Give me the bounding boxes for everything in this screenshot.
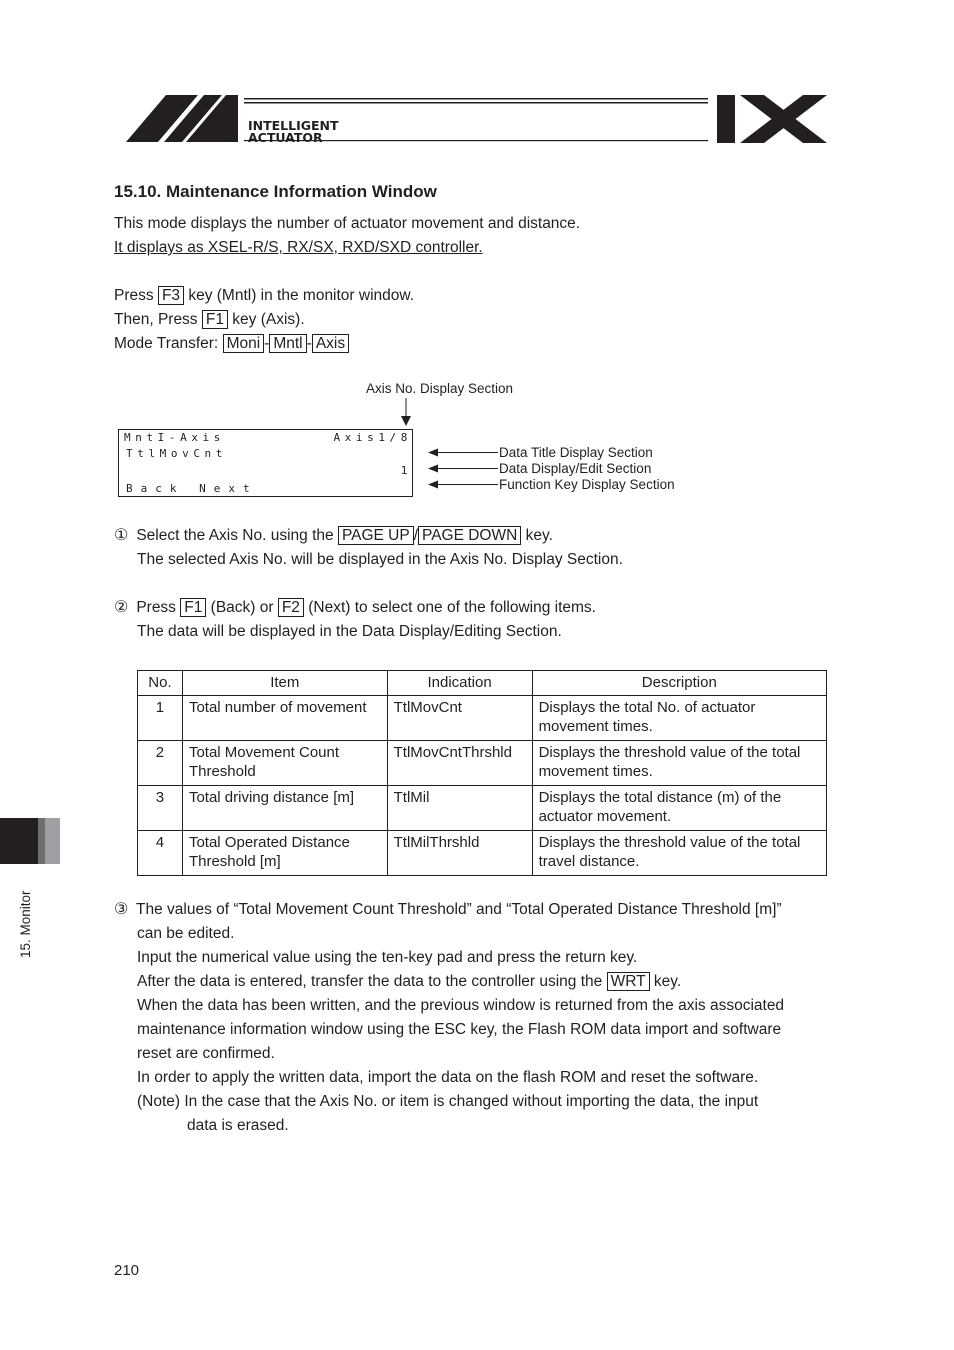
cell-item: Total Operated Distance Threshold [m]: [182, 831, 387, 876]
cell-indication: TtlMilThrshld: [387, 831, 532, 876]
label-data-title-display: Data Title Display Section: [499, 445, 653, 460]
table-header-row: [138, 671, 827, 696]
logo-text-intelligent: INTELLIGENT: [248, 118, 339, 133]
slash: /: [413, 527, 419, 544]
dash: -: [264, 335, 270, 352]
arrow-left-icons: [426, 444, 500, 492]
page-number: 210: [114, 1262, 140, 1279]
step-3-line-1: [114, 898, 782, 922]
label-axis-no-display: Axis No. Display Section: [366, 381, 514, 396]
note-line-2: data is erased.: [187, 1117, 289, 1134]
step-3-line-7: reset are confirmed.: [137, 1045, 275, 1062]
lcd-data-title: TtlMovCnt: [126, 447, 228, 460]
step-3-line-5: When the data has been written, and the previous window is returned from the axis associated: [137, 997, 785, 1014]
step-2-next: (Next) to select one of the following items.: [308, 599, 596, 616]
cell-description: Displays the threshold value of the total movement times.: [532, 741, 826, 786]
key-page-down: PAGE DOWN: [418, 526, 521, 545]
cell-no: 1: [138, 696, 183, 741]
step-3-wrt-text: After the data is entered, transfer the data to the controller using the: [137, 973, 603, 990]
step-1-line-1: [114, 524, 553, 548]
step-3-line-2: can be edited.: [137, 925, 235, 942]
step-3-marker: ③: [114, 901, 129, 918]
cell-indication: TtlMovCntThrshld: [387, 741, 532, 786]
cell-no: 4: [138, 831, 183, 876]
table-row: [138, 786, 827, 831]
text-key-axis: key (Axis).: [232, 311, 305, 328]
step-3-line-8: In order to apply the written data, import the data on the flash ROM and reset the software.: [137, 1069, 759, 1086]
table-row: [138, 696, 827, 741]
step-1-marker: ①: [114, 527, 129, 544]
mode-transfer-line: [114, 332, 349, 356]
step-3-text: The values of “Total Movement Count Threshold” and “Total Operated Distance Threshold [m]”: [136, 901, 782, 918]
cell-description: Displays the total distance (m) of the actuator movement.: [532, 786, 826, 831]
label-data-display-edit: Data Display/Edit Section: [499, 461, 652, 476]
cell-item: Total driving distance [m]: [182, 786, 387, 831]
step-2-press: Press: [136, 599, 176, 616]
cell-no: 3: [138, 786, 183, 831]
dash: -: [306, 335, 312, 352]
key-wrt: WRT: [607, 972, 650, 991]
step-3-key-word: key.: [653, 973, 682, 990]
maintenance-items-table: [137, 670, 827, 876]
cell-item: Total Movement Count Threshold: [182, 741, 387, 786]
lcd-mode-title: MntI-Axis: [124, 431, 226, 444]
cell-item: Total number of movement: [182, 696, 387, 741]
cell-description: Displays the threshold value of the total travel distance.: [532, 831, 826, 876]
header-indication: Indication: [387, 671, 532, 696]
ix-product-mark: [717, 95, 827, 143]
step-3-line-6: maintenance information window using the ESC key, the Flash ROM data import and software: [137, 1021, 782, 1038]
cell-indication: TtlMil: [387, 786, 532, 831]
header-item: Item: [182, 671, 387, 696]
table-row: [138, 741, 827, 786]
lcd-function-keys: Back Next: [126, 482, 258, 495]
header-description: Description: [532, 671, 826, 696]
key-moni: Moni: [223, 334, 265, 353]
step-2-back: (Back) or: [210, 599, 274, 616]
arrow-down-icon: [398, 398, 414, 428]
text-key-mntl: key (Mntl) in the monitor window.: [188, 287, 415, 304]
key-f3: F3: [158, 286, 184, 305]
step-1-key-word: key.: [525, 527, 553, 544]
key-page-up: PAGE UP: [338, 526, 414, 545]
step-3-line-3: Input the numerical value using the ten-key pad and press the return key.: [137, 949, 638, 966]
lcd-data-value: 1: [400, 464, 412, 477]
label-function-key-display: Function Key Display Section: [499, 477, 675, 492]
key-f2-next: F2: [278, 598, 304, 617]
step-1-text: Select the Axis No. using the: [136, 527, 334, 544]
text-press: Press: [114, 287, 154, 304]
intro-text: This mode displays the number of actuator movement and distance.: [114, 215, 581, 232]
key-axis: Axis: [312, 334, 349, 353]
lcd-axis-number: Axis1/8: [333, 431, 412, 444]
note-line-1: (Note) In the case that the Axis No. or item is changed without importing the data, the input: [137, 1093, 759, 1110]
section-title: 15.10. Maintenance Information Window: [114, 182, 437, 201]
step-2-line-1: [114, 596, 596, 620]
table-row: [138, 831, 827, 876]
instruction-line-1: [114, 284, 414, 308]
text-then-press: Then, Press: [114, 311, 198, 328]
logo-text-actuator: ACTUATOR: [248, 130, 323, 145]
chapter-tab: [0, 818, 60, 864]
teaching-pendant-lcd: [118, 429, 413, 497]
step-2-marker: ②: [114, 599, 129, 616]
intro-underlined-text: It displays as XSEL-R/S, RX/SX, RXD/SXD controller.: [114, 239, 483, 256]
instruction-line-2: [114, 308, 305, 332]
cell-indication: TtlMovCnt: [387, 696, 532, 741]
step-3-line-4: [137, 970, 681, 994]
text-mode-transfer: Mode Transfer:: [114, 335, 219, 352]
intelligent-actuator-logo: [126, 94, 828, 146]
cell-no: 2: [138, 741, 183, 786]
key-f1-back: F1: [180, 598, 206, 617]
key-mntl: Mntl: [269, 334, 306, 353]
header-no: No.: [138, 671, 183, 696]
step-2-line-2: The data will be displayed in the Data Display/Editing Section.: [137, 623, 562, 640]
key-f1: F1: [202, 310, 228, 329]
cell-description: Displays the total No. of actuator movement times.: [532, 696, 826, 741]
step-1-line-2: The selected Axis No. will be displayed in the Axis No. Display Section.: [137, 551, 623, 568]
side-chapter-label: 15. Monitor: [18, 890, 33, 958]
